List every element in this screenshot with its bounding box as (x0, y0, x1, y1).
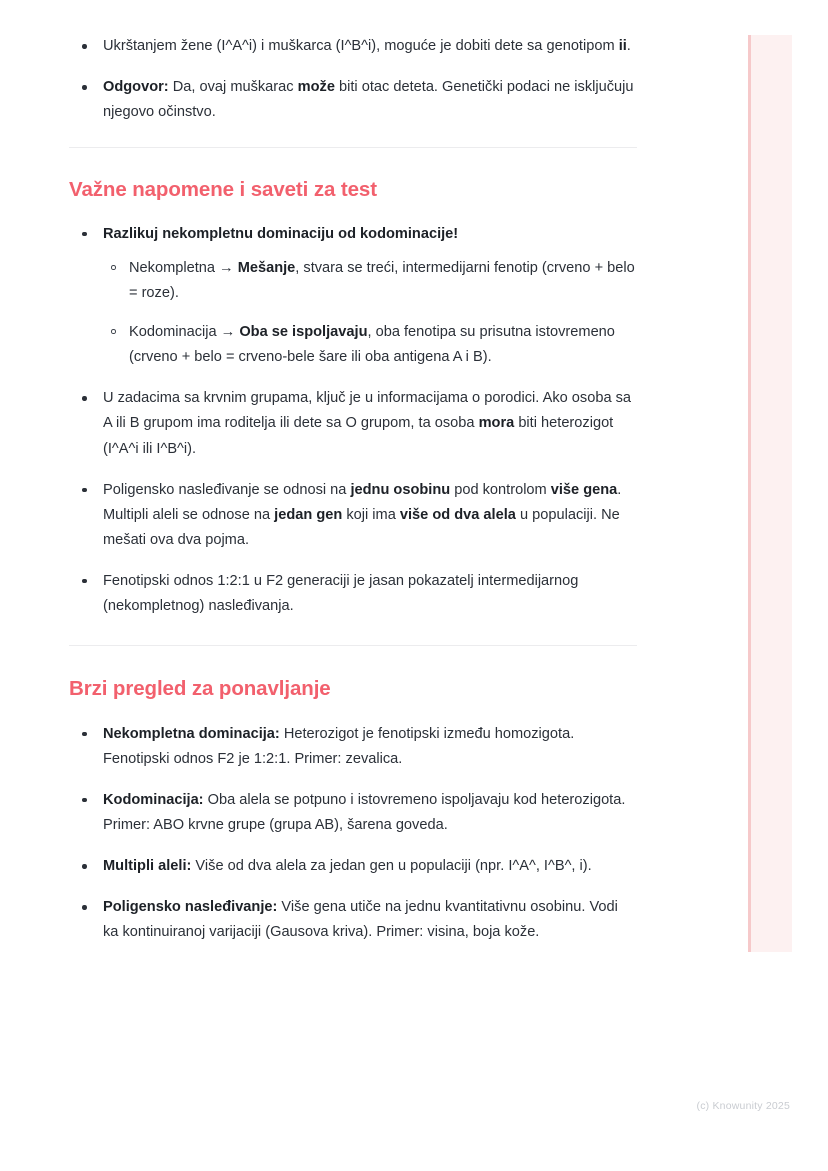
text-run: Ukrštanjem žene (I^A^i) i muškarca (I^B^i), moguće je dobiti dete sa genotipom (103, 38, 619, 54)
text-run-bold: ii (618, 38, 627, 54)
text-run: . Multipli aleli se odnose na (103, 481, 622, 523)
list-item (69, 386, 637, 461)
text-run-bold: jednu osobinu (350, 481, 451, 498)
list-item (69, 75, 637, 125)
list-item (69, 478, 637, 553)
text-run: . (626, 38, 631, 54)
text-run: koji ima (342, 506, 400, 523)
text-run: Oba alela se potpuno i istovremeno ispoljavaju kod heterozigota. Primer: ABO krvne grupe (grupa AB), šarena goveda. (103, 791, 626, 834)
list-item (69, 854, 637, 879)
top-bullet-list (69, 34, 637, 125)
text-run-bold: Multipli aleli: (103, 858, 192, 875)
text-run: U zadacima sa krvnim grupama, ključ je u informacijama o porodici. Ako osoba sa A ili B grupom ima roditelja ili dete sa O grupom, ta osoba (103, 390, 632, 432)
text-run-bold: Nekompletna dominacija: (103, 725, 280, 742)
footer-credit: (c) Knowunity 2025 (696, 1100, 790, 1112)
text-run-bold: Razlikuj nekompletnu dominaciju od kodominacije! (103, 225, 459, 242)
spacer (69, 203, 637, 222)
spacer (69, 125, 637, 147)
text-run-bold: mora (478, 415, 515, 432)
note-content (69, 34, 637, 945)
sub-bullet-list (103, 256, 637, 370)
list-item (69, 222, 637, 370)
decorative-side-panel (748, 35, 792, 952)
list-item (69, 788, 637, 838)
text-run-bold: Kodominacija: (103, 791, 204, 808)
text-run-bold: može (297, 79, 335, 96)
sub-list-item (103, 320, 637, 370)
text-run: Fenotipski odnos 1:2:1 u F2 generaciji je jasan pokazatelj intermedijarnog (nekompletnog) nasleđivanja. (103, 572, 579, 615)
review-bullet-list (69, 722, 637, 946)
list-item (69, 895, 637, 945)
spacer (69, 619, 637, 645)
text-run-bold: jedan gen (274, 506, 343, 523)
text-run: , stvara se treći, intermedijarni fenotip (crveno + belo = roze). (129, 260, 635, 302)
section-title-notes: Važne napomene i saveti za test (69, 178, 377, 202)
text-run: Kodominacija → (129, 324, 240, 341)
text-run: Poligensko nasleđivanje se odnosi na (103, 481, 351, 498)
spacer (69, 148, 637, 177)
section-title-review: Brzi pregled za ponavljanje (69, 677, 331, 701)
spacer (69, 646, 637, 676)
text-run: Više gena utiče na jednu kvantitativnu osobinu. Vodi ka kontinuiranoj varijaciji (Gausova kriva). Primer: visina, boja kože. (103, 899, 618, 941)
text-run-bold: Poligensko nasleđivanje: (103, 899, 278, 916)
text-run: pod kontrolom (450, 481, 551, 498)
text-run-bold: Odgovor: (103, 79, 169, 96)
text-run-bold: više od dva alela (399, 506, 516, 523)
text-run: Nekompletna → (129, 260, 238, 276)
text-run: Da, ovaj muškarac (168, 79, 298, 96)
text-run: , oba fenotipa su prisutna istovremeno (crveno + belo = crveno-bele šare ili oba antigena A i B). (129, 324, 615, 366)
text-run-bold: Mešanje (237, 260, 296, 276)
list-item (69, 34, 637, 59)
text-run: biti otac deteta. Genetički podaci ne isključuju njegovo očinstvo. (103, 79, 634, 121)
text-run: Više od dva alela za jedan gen u populaciji (npr. I^A^, I^B^, i). (191, 858, 592, 875)
text-run: u populaciji. Ne mešati ova dva pojma. (103, 506, 620, 548)
list-item (69, 569, 637, 619)
spacer (69, 702, 637, 722)
list-item (69, 722, 637, 772)
text-run-bold: više gena (550, 481, 618, 498)
text-run: Heterozigot je fenotipski između homozigota. Fenotipski odnos F2 je 1:2:1. Primer: zevalica. (103, 725, 575, 767)
text-run-bold: Oba se ispoljavaju (239, 324, 368, 341)
sub-list-item (103, 256, 637, 306)
text-run: biti heterozigot (I^A^i ili I^B^i). (103, 415, 614, 457)
notes-bullet-list (69, 222, 637, 619)
